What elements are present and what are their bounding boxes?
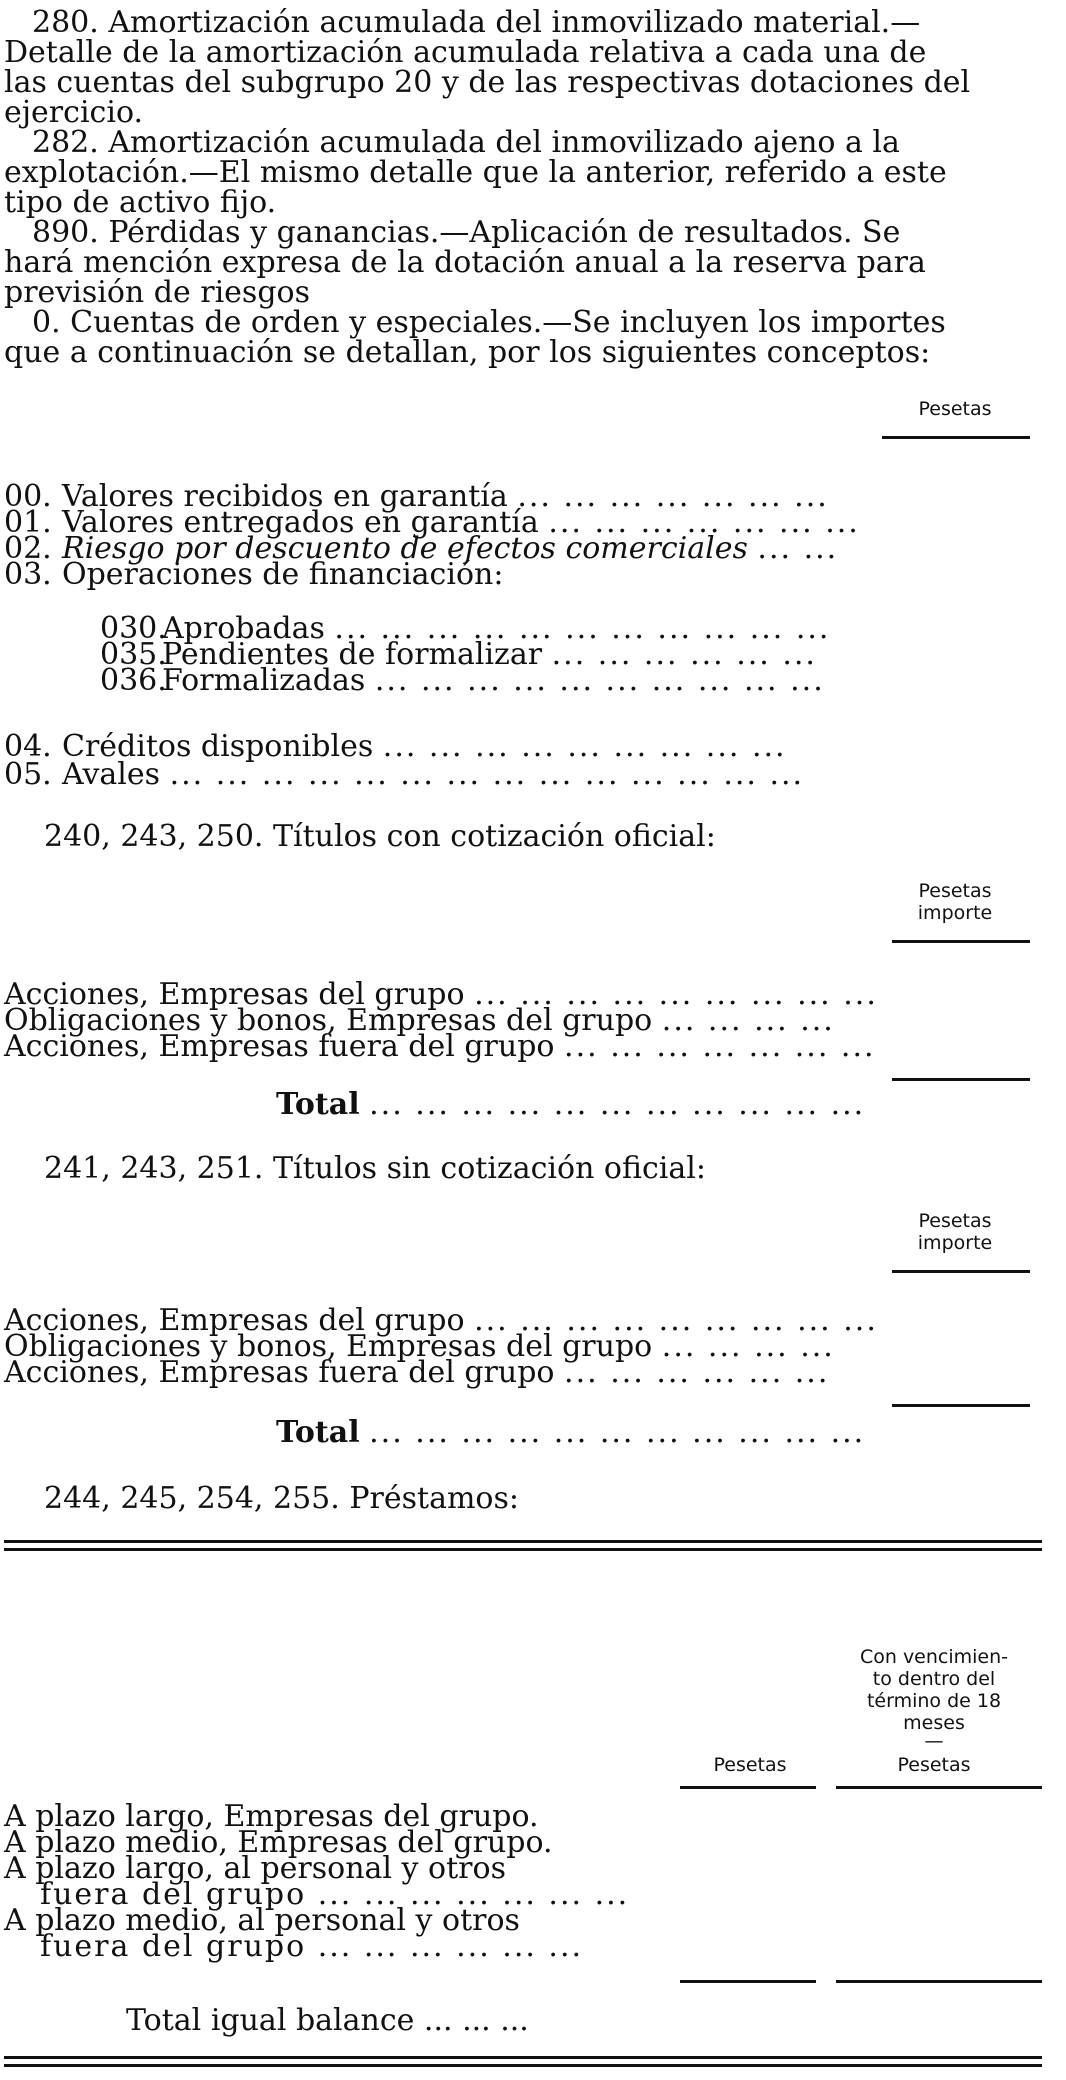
orden-item-label: Valores recibidos en garantía [62,479,508,514]
prestamos-title: 244, 245, 254, 255. Préstamos: [44,1481,519,1516]
orden-item-label: Valores entregados en garantía [62,505,539,540]
cotizados-header-line-1: Pesetas [918,880,992,902]
prestamos-col2-header-line-4: meses [903,1712,965,1734]
prestamos-row-continuation: fuera del grupo ... ... ... ... ... ... ... [40,1877,630,1912]
orden-item-label: Riesgo por descuento de efectos comerciales [62,531,748,566]
paragraph-890-line-3: previsión de riesgos [4,275,310,310]
orden-item-label: Avales [62,757,161,792]
orden-item-code: 030. [100,611,167,646]
prestamos-row: A plazo medio, Empresas del grupo. [4,1825,553,1860]
orden-item-leader: ... ... ... ... ... ... [551,637,817,672]
no-cotizados-row-label: Acciones, Empresas fuera del grupo [4,1355,555,1390]
paragraph-280-line-1: 280. Amortización acumulada del inmovilizado material.— [32,5,921,40]
prestamos-col2-header-line-5: Pesetas [897,1754,971,1776]
paragraph-890-line-1: 890. Pérdidas y ganancias.—Aplicación de resultados. Se [32,215,901,250]
cotizados-title: 240, 243, 250. Títulos con cotización oficial: [44,819,716,854]
prestamos-col1-total-rule [680,1980,816,1983]
no-cotizados-total-label: Total [276,1415,360,1450]
prestamos-row: A plazo largo, Empresas del grupo. [4,1799,539,1834]
no-cotizados-header-line-2: importe [917,1232,993,1254]
cotizados-total-rule [892,1078,1030,1081]
cotizados-row-leader: ... ... ... ... ... ... ... ... ... [474,977,878,1012]
orden-item-label: Pendientes de formalizar [162,637,543,672]
orden-item-label: Aprobadas [162,611,325,646]
orden-item-code: 03. [4,557,52,592]
cotizados-row-leader: ... ... ... ... [661,1003,835,1038]
no-cotizados-header-rule [892,1270,1030,1273]
orden-header-rule [882,436,1030,439]
prestamos-bottom-double-rule-2 [4,2064,1042,2067]
orden-item-leader: ... ... ... ... ... ... ... ... ... ... ... ... ... ... [169,757,805,792]
cotizados-header-line-2: importe [917,902,993,924]
prestamos-row-continuation: fuera del grupo ... ... ... ... ... ... [40,1929,584,1964]
no-cotizados-row [4,1355,830,1390]
prestamos-col2-header-line-2: to dentro del [872,1668,996,1690]
orden-item-code: 04. [4,729,52,764]
orden-item-leader: ... ... ... ... ... ... ... ... ... ... [374,663,825,698]
paragraph-0-line-1: 0. Cuentas de orden y especiales.—Se incluyen los importes [32,305,946,340]
no-cotizados-row-label: Obligaciones y bonos, Empresas del grupo [4,1329,653,1364]
cotizados-header-rule [892,940,1030,943]
orden-item [4,757,805,792]
orden-item-leader: ... ... ... ... ... ... ... ... ... [382,729,787,764]
no-cotizados-row-leader: ... ... ... ... [661,1329,835,1364]
paragraph-890-line-2: hará mención expresa de la dotación anual a la reserva para [4,245,926,280]
orden-item-code: 036. [100,663,167,698]
no-cotizados-row-label: Acciones, Empresas del grupo [4,1303,465,1338]
no-cotizados-header-line-1: Pesetas [918,1210,992,1232]
no-cotizados-total [276,1415,866,1450]
orden-subitem [100,663,825,698]
paragraph-280-line-3: las cuentas del subgrupo 20 y de las respectivas dotaciones del [4,65,971,100]
prestamos-top-double-rule-1 [4,1540,1042,1543]
no-cotizados-total-leader: ... ... ... ... ... ... ... ... ... ... ... [369,1415,866,1450]
prestamos-bottom-double-rule-1 [4,2056,1042,2059]
paragraph-282-line-1: 282. Amortización acumulada del inmovilizado ajeno a la [32,125,900,160]
orden-item-code: 00. [4,479,52,514]
orden-column-header: Pesetas [918,398,992,420]
prestamos-row: A plazo largo, al personal y otros [4,1851,506,1886]
prestamos-col1-header: Pesetas [713,1754,787,1776]
orden-item-code: 05. [4,757,52,792]
cotizados-total [276,1087,866,1122]
prestamos-col2-total-rule [836,1980,1042,1983]
cotizados-row-leader: ... ... ... ... ... ... ... [564,1029,876,1064]
prestamos-col1-header-rule [680,1786,816,1789]
cotizados-row-label: Acciones, Empresas del grupo [4,977,465,1012]
orden-item-code: 035. [100,637,167,672]
cotizados-row-label: Acciones, Empresas fuera del grupo [4,1029,555,1064]
orden-item-leader: ... ... [757,531,839,566]
orden-item-code: 02. [4,531,52,566]
cotizados-row [4,1029,876,1064]
prestamos-col2-header-line-1: Con vencimien- [859,1646,1009,1668]
paragraph-282-line-3: tipo de activo fijo. [4,185,277,220]
prestamos-row: A plazo medio, al personal y otros [4,1903,520,1938]
orden-item [4,557,504,592]
no-cotizados-total-rule [892,1404,1030,1407]
cotizados-total-leader: ... ... ... ... ... ... ... ... ... ... ... [369,1087,866,1122]
no-cotizados-title: 241, 243, 251. Títulos sin cotización oficial: [44,1151,706,1186]
paragraph-282-line-2: explotación.—El mismo detalle que la anterior, referido a este [4,155,947,190]
paragraph-0-line-2: que a continuación se detallan, por los siguientes conceptos: [4,335,931,370]
orden-item-label: Operaciones de financiación: [62,557,504,592]
cotizados-row-label: Obligaciones y bonos, Empresas del grupo [4,1003,653,1038]
no-cotizados-row-leader: ... ... ... ... ... ... ... ... ... [474,1303,878,1338]
orden-item-label: Formalizadas [162,663,366,698]
orden-item-label: Créditos disponibles [62,729,374,764]
orden-item-leader: ... ... ... ... ... ... ... [517,479,829,514]
prestamos-total: Total igual balance ... ... ... [126,2003,529,2038]
cotizados-total-label: Total [276,1087,360,1122]
prestamos-col2-header-rule [836,1786,1042,1789]
prestamos-col2-header-dash: — [924,1730,944,1752]
paragraph-280-line-2: Detalle de la amortización acumulada relativa a cada una de [4,35,927,70]
orden-item-leader: ... ... ... ... ... ... ... ... ... ... ... [334,611,831,646]
orden-item-leader: ... ... ... ... ... ... ... [548,505,860,540]
orden-item-code: 01. [4,505,52,540]
no-cotizados-row-leader: ... ... ... ... ... ... [564,1355,830,1390]
prestamos-col2-header-line-3: término de 18 [866,1690,1002,1712]
prestamos-top-double-rule-2 [4,1548,1042,1551]
paragraph-280-line-4: ejercicio. [4,95,144,130]
